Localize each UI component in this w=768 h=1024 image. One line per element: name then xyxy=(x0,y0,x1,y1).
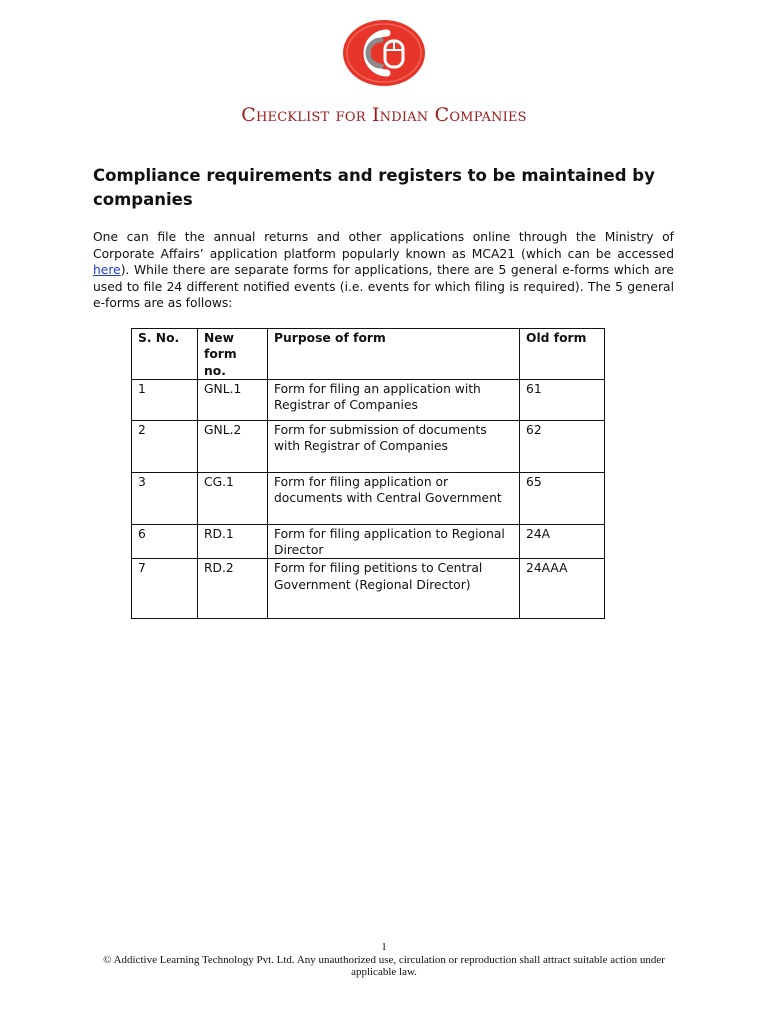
company-logo-icon xyxy=(341,19,427,87)
cell-old-form: 61 xyxy=(520,379,605,420)
table-row xyxy=(132,379,605,420)
header-old-form: Old form xyxy=(520,329,605,380)
table-row xyxy=(132,559,605,619)
section-heading: Compliance requirements and registers to be maintained by companies xyxy=(93,166,655,209)
cell-purpose: Form for filing application or documents with Central Government xyxy=(268,472,520,524)
cell-s-no: 1 xyxy=(132,379,198,420)
page-number: 1 xyxy=(381,941,387,953)
cell-s-no: 2 xyxy=(132,420,198,472)
eforms-table xyxy=(131,328,605,619)
page-footer xyxy=(0,941,768,979)
cell-s-no: 7 xyxy=(132,559,198,619)
table-header-row xyxy=(132,329,605,380)
intro-text-start: One can file the annual returns and other applications online through the Ministry of Corporate Affairs’ application platform popularly known as MCA21 (which can be accessed xyxy=(93,230,674,261)
cell-purpose: Form for filing an application with Registrar of Companies xyxy=(268,379,520,420)
cell-old-form: 24A xyxy=(520,524,605,559)
cell-s-no: 3 xyxy=(132,472,198,524)
header-purpose: Purpose of form xyxy=(268,329,520,380)
cell-s-no: 6 xyxy=(132,524,198,559)
cell-new-form-no: RD.1 xyxy=(198,524,268,559)
cell-new-form-no: GNL.2 xyxy=(198,420,268,472)
document-title: Checklist for Indian Companies xyxy=(241,104,527,126)
cell-old-form: 24AAA xyxy=(520,559,605,619)
table-row xyxy=(132,420,605,472)
cell-new-form-no: GNL.1 xyxy=(198,379,268,420)
table-row xyxy=(132,472,605,524)
header-new-form-no: New form no. xyxy=(198,329,268,380)
cell-new-form-no: CG.1 xyxy=(198,472,268,524)
cell-purpose: Form for filing petitions to Central Government (Regional Director) xyxy=(268,559,520,619)
intro-text-end: ). While there are separate forms for applications, there are 5 general e-forms which are used to file 24 different notified events (i.e. events for which filing is required). The 5 general e-forms are as follows: xyxy=(93,263,674,311)
intro-paragraph xyxy=(93,229,674,312)
cell-purpose: Form for submission of documents with Registrar of Companies xyxy=(268,420,520,472)
header-s-no: S. No. xyxy=(132,329,198,380)
cell-old-form: 62 xyxy=(520,420,605,472)
mca21-link[interactable]: here xyxy=(93,263,121,278)
cell-purpose: Form for filing application to Regional Director xyxy=(268,524,520,559)
cell-new-form-no: RD.2 xyxy=(198,559,268,619)
table-row xyxy=(132,524,605,559)
copyright-notice: © Addictive Learning Technology Pvt. Ltd. Any unauthorized use, circulation or reproduction shall attract suitable action under applicable law. xyxy=(103,953,665,978)
cell-old-form: 65 xyxy=(520,472,605,524)
